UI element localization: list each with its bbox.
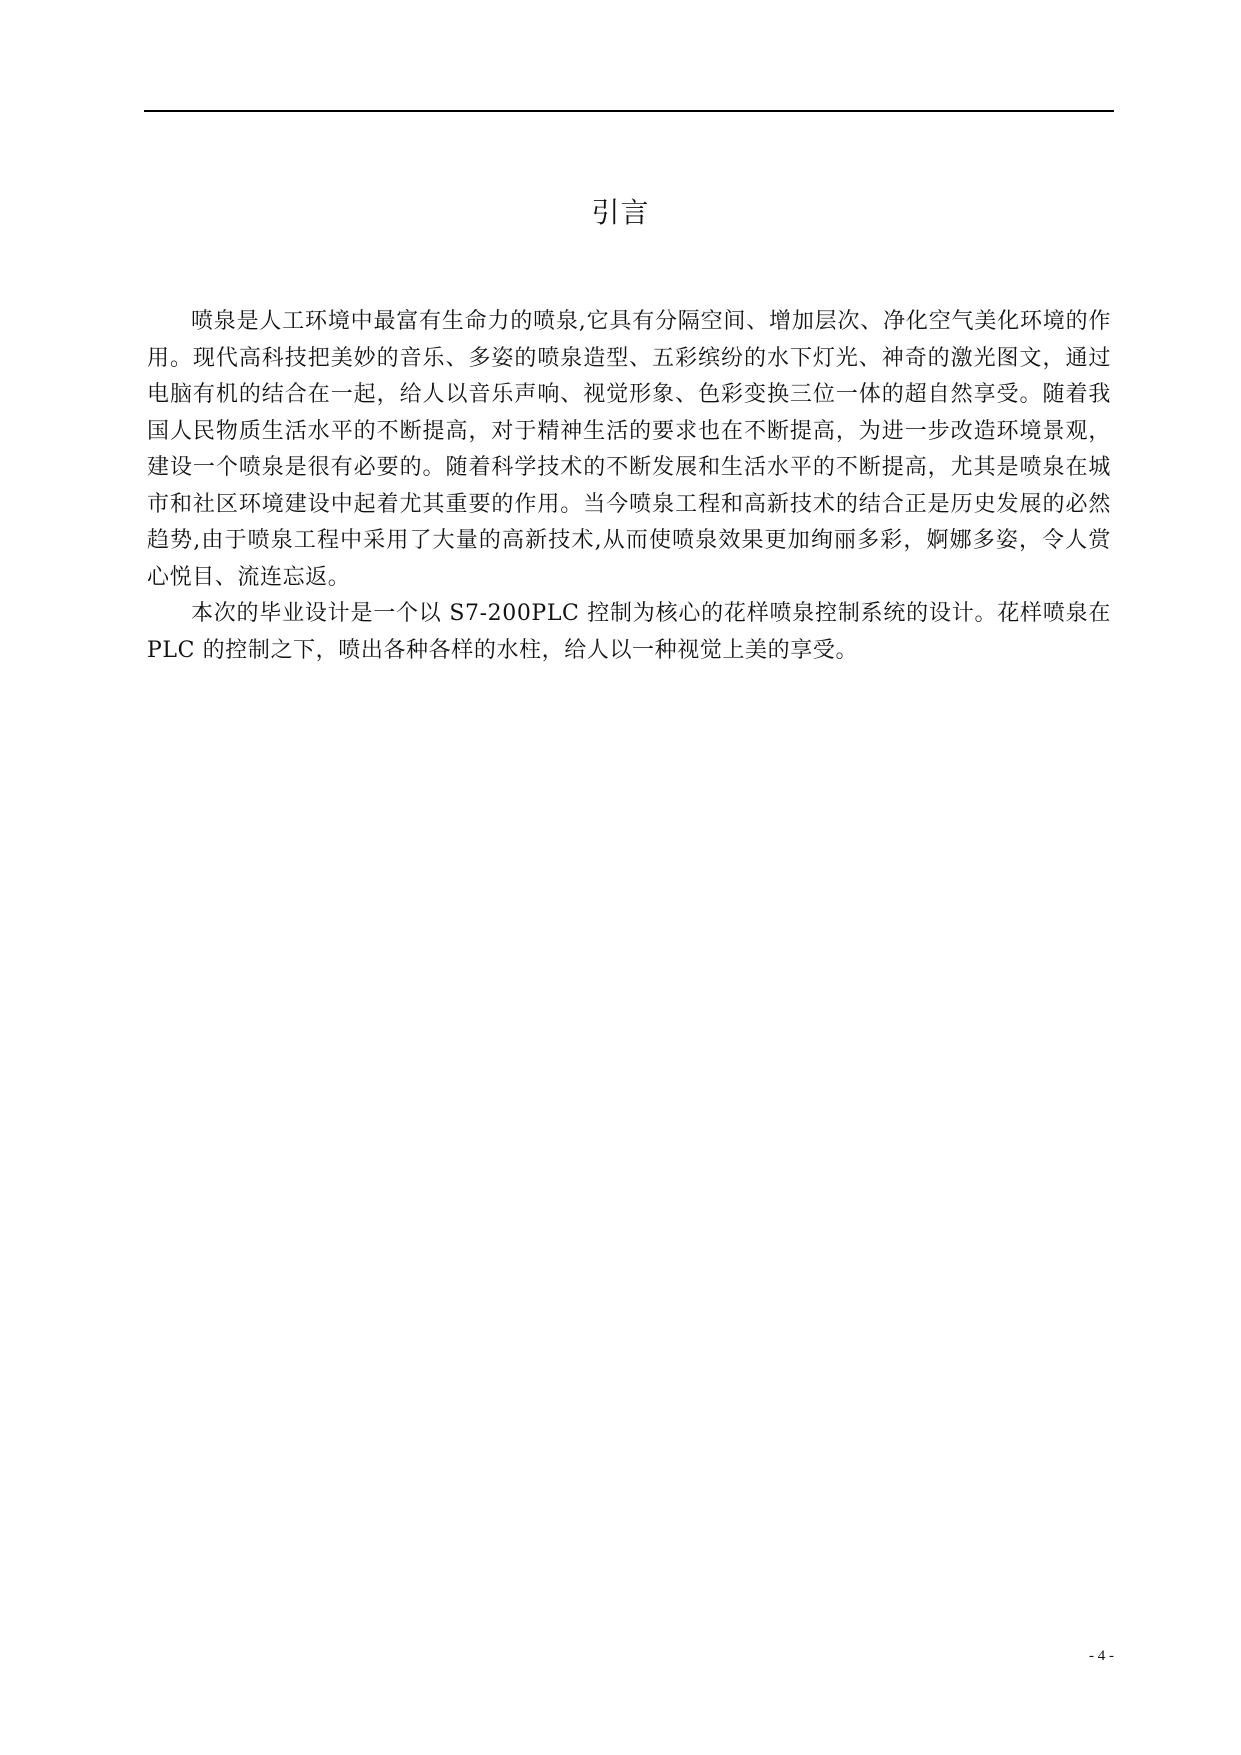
body-text: [147, 304, 1111, 669]
page-title: 引言: [591, 196, 650, 229]
paragraph-1: 喷泉是人工环境中最富有生命力的喷泉,它具有分隔空间、增加层次、净化空气美化环境的作用。现代高科技把美妙的音乐、多姿的喷泉造型、五彩缤纷的水下灯光、神奇的激光图文，通过电脑有机的结合在一起，给人以音乐声响、视觉形象、色彩变换三位一体的超自然享受。随着我国人民物质生活水平的不断提高，对于精神生活的要求也在不断提高，为进一步改造环境景观，建设一个喷泉是很有必要的。随着科学技术的不断发展和生活水平的不断提高，尤其是喷泉在城市和社区环境建设中起着尤其重要的作用。当今喷泉工程和高新技术的结合正是历史发展的必然趋势,由于喷泉工程中采用了大量的高新技术,从而使喷泉效果更加绚丽多彩，婀娜多姿，令人赏心悦目、流连忘返。: [147, 309, 1111, 590]
header-rule: [144, 110, 1114, 112]
paragraph-2: 本次的毕业设计是一个以 S7-200PLC 控制为核心的花样喷泉控制系统的设计。花样喷泉在 PLC 的控制之下，喷出各种各样的水柱，给人以一种视觉上美的享受。: [147, 601, 1111, 663]
page-number: - 4 -: [1089, 1648, 1114, 1664]
